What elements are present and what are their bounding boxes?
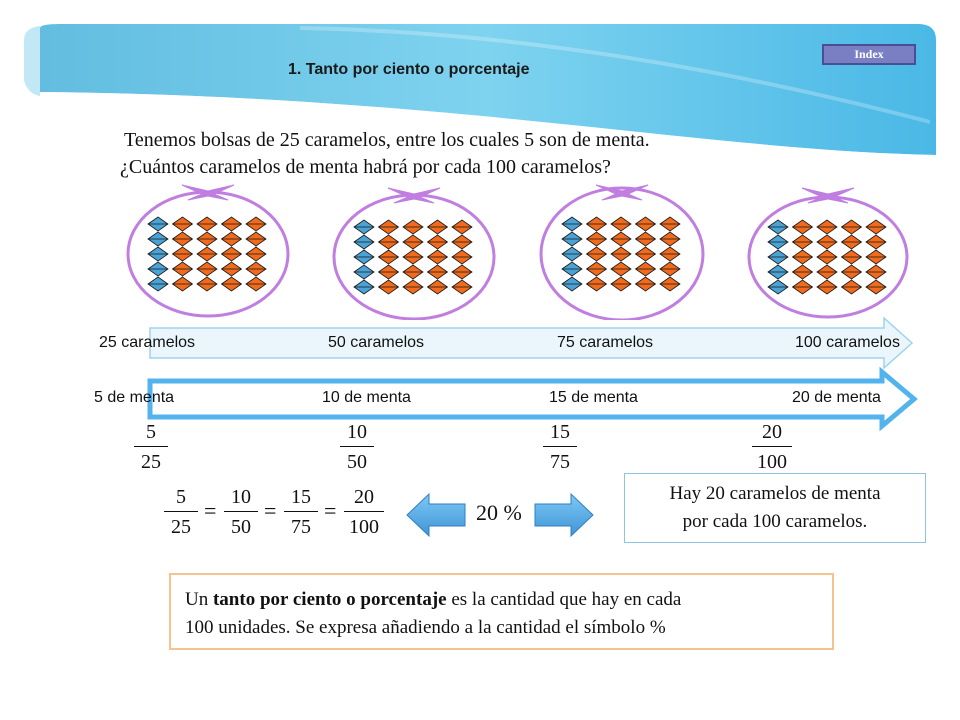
right-arrow-icon xyxy=(535,494,593,536)
question-line-1: Tenemos bolsas de 25 caramelos, entre los cuales 5 son de menta. xyxy=(124,129,650,151)
fraction-5-25: 5 25 xyxy=(134,420,168,474)
total-label-25: 25 caramelos xyxy=(99,334,196,351)
page-title: 1. Tanto por ciento o porcentaje xyxy=(288,61,530,78)
fraction-10-50: 10 50 xyxy=(340,420,374,474)
percent-value: 20 % xyxy=(476,500,522,525)
eq-fraction-10-50: 10 50 xyxy=(224,485,258,539)
total-label-50: 50 caramelos xyxy=(328,334,425,351)
total-label-75: 75 caramelos xyxy=(557,334,654,351)
equals-sign-2: = xyxy=(264,498,277,523)
question-line-2: ¿Cuántos caramelos de menta habrá por cada 100 caramelos? xyxy=(120,156,611,178)
result-line-1: Hay 20 caramelos de menta xyxy=(669,483,881,504)
total-label-100: 100 caramelos xyxy=(795,334,900,351)
mint-label-20: 20 de menta xyxy=(792,389,881,406)
definition-line-1 xyxy=(185,586,832,614)
equals-sign-3: = xyxy=(324,498,337,523)
index-button[interactable]: Index xyxy=(822,44,916,65)
definition-line-2: 100 unidades. Se expresa añadiendo a la cantidad el símbolo % xyxy=(185,617,666,638)
result-box xyxy=(624,473,926,543)
definition-mid: es la cantidad que hay en cada xyxy=(446,589,682,610)
fraction-20-100: 20 100 xyxy=(752,420,792,474)
definition-term: tanto por ciento o porcentaje xyxy=(212,589,447,610)
mint-label-10: 10 de menta xyxy=(322,389,411,406)
eq-fraction-5-25: 5 25 xyxy=(164,485,198,539)
left-arrow-icon xyxy=(407,494,465,536)
mint-label-15: 15 de menta xyxy=(549,389,638,406)
fraction-15-75: 15 75 xyxy=(543,420,577,474)
eq-fraction-15-75: 15 75 xyxy=(284,485,318,539)
result-line-2: por cada 100 caramelos. xyxy=(682,511,868,532)
definition-box xyxy=(169,573,834,650)
eq-fraction-20-100: 20 100 xyxy=(344,485,384,539)
equals-sign-1: = xyxy=(204,498,217,523)
mint-label-5: 5 de menta xyxy=(94,389,175,406)
definition-pre: Un xyxy=(185,589,213,610)
